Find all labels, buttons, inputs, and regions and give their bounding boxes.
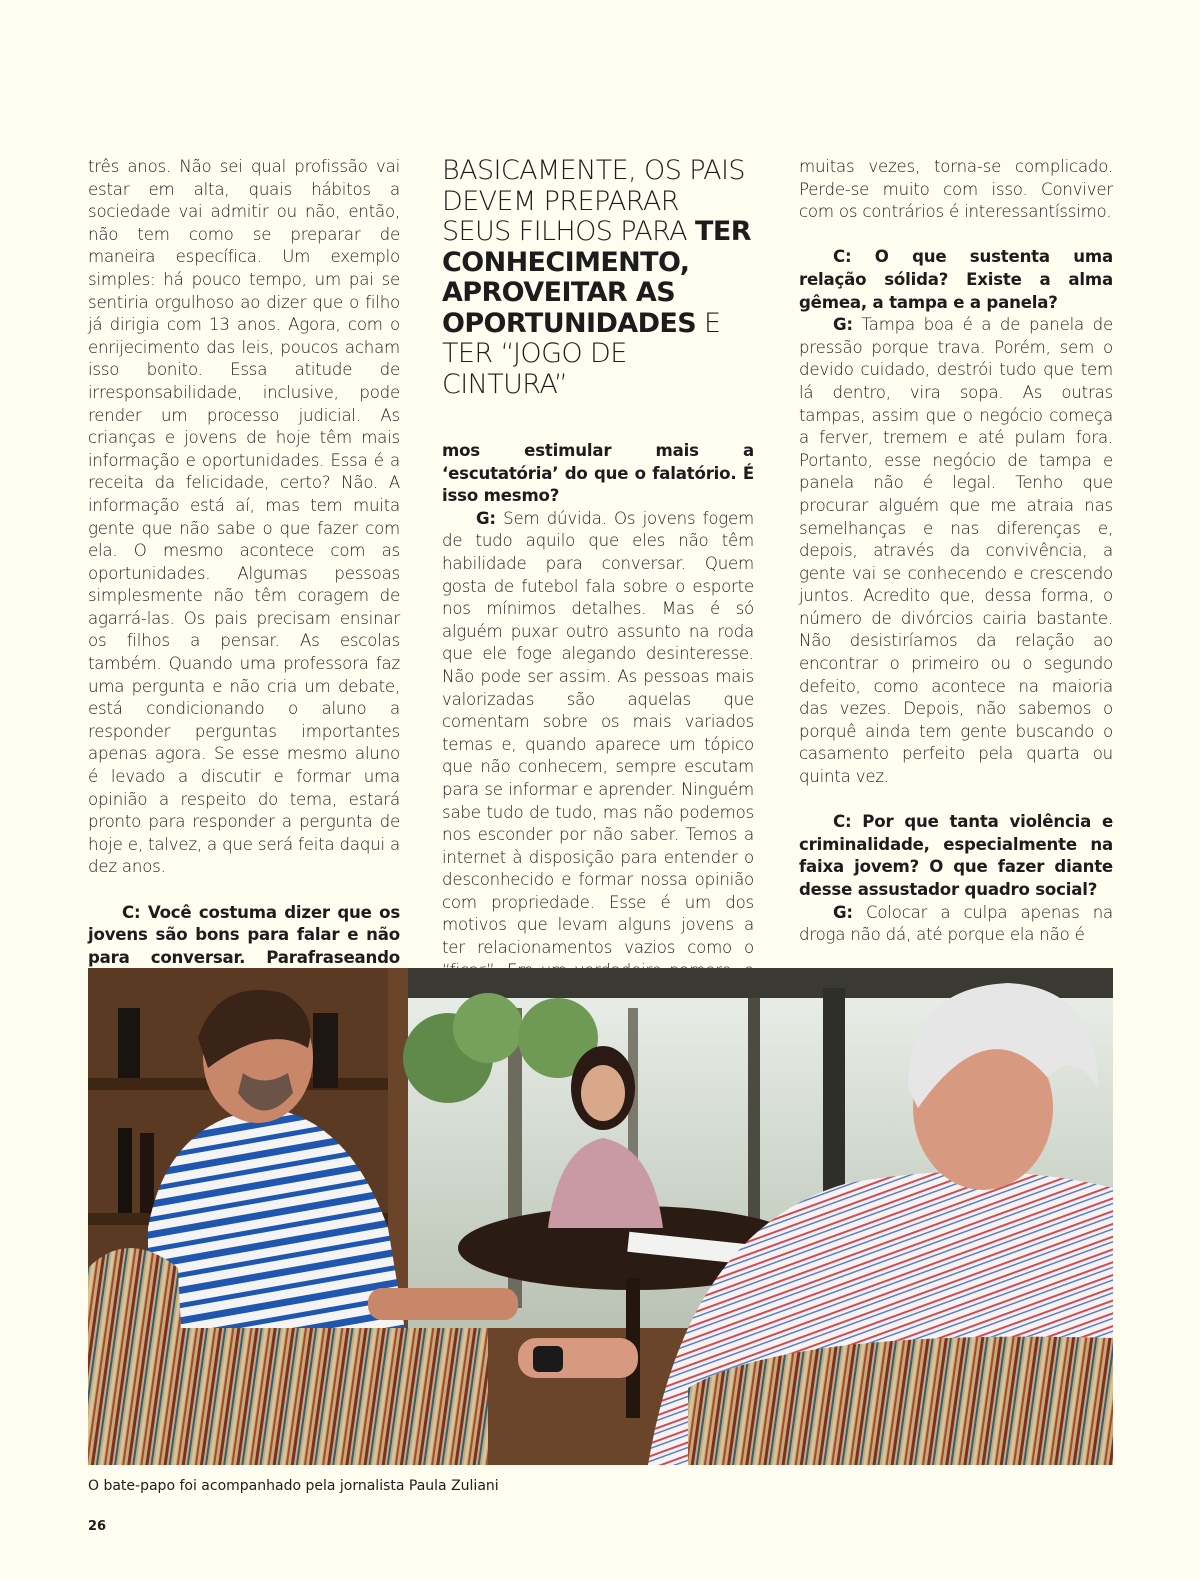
body-paragraph: três anos. Não sei qual profissão vai estar em alta, quais hábitos a sociedade vai admitir ou não, então, não tem como se preparar de maneira específica. Um exemplo simples: há pouco tempo, um pai se sentiria orgulhoso ao dizer que o filho já dirigia com 13 anos. Agora, com o enrijecimento das leis, poucos acham isso bonito. Essa atitude de irresponsabilidade, inclusive, pode render um processo judicial. As crianças e jovens de hoje têm mais informação e oportunidades. Essa é a receita da felicidade, certo? Não. A informação está aí, mas tem muita gente que não sabe o que fazer com ela. O mesmo acontece com as oportunidades. Algumas pessoas simplesmente não têm coragem de agarrá-las. Os pais precisam ensinar os filhos a pensar. As escolas também. Quando uma professora faz uma pergunta e não cria um debate, está condicionando o aluno a responder perguntas importantes apenas agora. Se esse mesmo aluno é levado a discutir e formar uma opinião a respeito do tema, estará pronto para responder a pergunta de hoje e, talvez, a que será feita daqui a dez anos. — [88, 157, 400, 877]
interview-question: C: Por que tanta violência e criminalidade, especialmente na faixa jovem? O que fazer diante desse assustador quadro social? — [799, 812, 1113, 899]
interview-question-continued: mos estimular mais a ‘escutatória’ do que o falatório. É isso mesmo? — [442, 441, 754, 506]
interview-question: C: Você costuma dizer que os jovens são bons para falar e não para conversar. Parafraseando — [88, 902, 400, 967]
pull-quote — [442, 156, 754, 400]
answer-text: Colocar a culpa apenas na droga não dá, até porque ela não é — [799, 902, 1113, 945]
page-number: 26 — [88, 1519, 107, 1534]
speaker-label: G: — [476, 508, 496, 528]
interview-photo-illustration — [88, 968, 1113, 1465]
answer-text: Sem dúvida. Os jovens fogem de tudo aquilo que eles não têm habilidade para conversar. Quem gosta de futebol fala sobre o esporte nos mínimos detalhes. Mas é só alguém puxar outro assunto na roda que ele foge alegando desinteresse. Não pode ser assim. As pessoas mais valorizadas são aquelas que comentam sobre os mais variados temas e, quando aparece um tópico que não conhecem, sempre escutam para se informar e aprender. Ninguém sabe tudo de tudo, mas não podemos nos esconder por não saber. Temos a internet à disposição para entender o desconhecido e formar nossa opinião com propriedade. Esse é um dos motivos que levam alguns jovens a ter relacionamentos vazios como o — [442, 508, 754, 958]
speaker-label: G: — [833, 315, 853, 335]
interview-photo — [88, 968, 1113, 1465]
interview-answer — [799, 314, 1113, 788]
article-column-1 — [88, 156, 400, 1015]
interview-answer — [799, 902, 1113, 947]
pull-quote-text-end: E TER “JOGO DE CINTURA” — [442, 307, 721, 400]
speaker-label: G: — [833, 902, 853, 922]
answer-text: Tampa boa é a de panela de pressão porque trava. Porém, sem o devido cuidado, destrói tudo que tem lá dentro, vira sopa. As outras tampas, assim que o negócio começa a ferver, tremem e até pulam fora. Portanto, esse negócio de tampa e panela não é legal. Tenho que procurar alguém que me atraia nas semelhanças e nas diferenças e, depois, através da convivência, a gente vai se conhecendo e crescendo juntos. Acredito que, dessa forma, o número de divórcios cairia bastante. Não desistiríamos da relação ao encontrar o primeiro ou o segundo defeito, como acontece na maioria das vezes. Depois, não sabemos o porquê ainda tem gente buscando o casamento perfeito pela quarta ou quinta vez. — [799, 315, 1113, 787]
article-column-3 — [799, 156, 1113, 947]
answer-continued: muitas vezes, torna-se complicado. Perde-se muito com isso. Conviver com os contrários é interessantíssimo. — [799, 157, 1113, 222]
interview-answer — [442, 508, 754, 1005]
interview-question: C: O que sustenta uma relação sólida? Existe a alma gêmea, a tampa e a panela? — [799, 247, 1113, 312]
pull-quote-text: BASICAMENTE, OS PAIS DEVEM PREPARAR SEUS FILHOS PARA — [442, 155, 745, 247]
article-column-2 — [442, 156, 754, 1005]
pull-quote-emphasis: TER CONHECIMENTO, APROVEITAR AS OPORTUNIDADES — [442, 216, 751, 339]
photo-caption: O bate-papo foi acompanhado pela jornalista Paula Zuliani — [88, 1478, 499, 1494]
